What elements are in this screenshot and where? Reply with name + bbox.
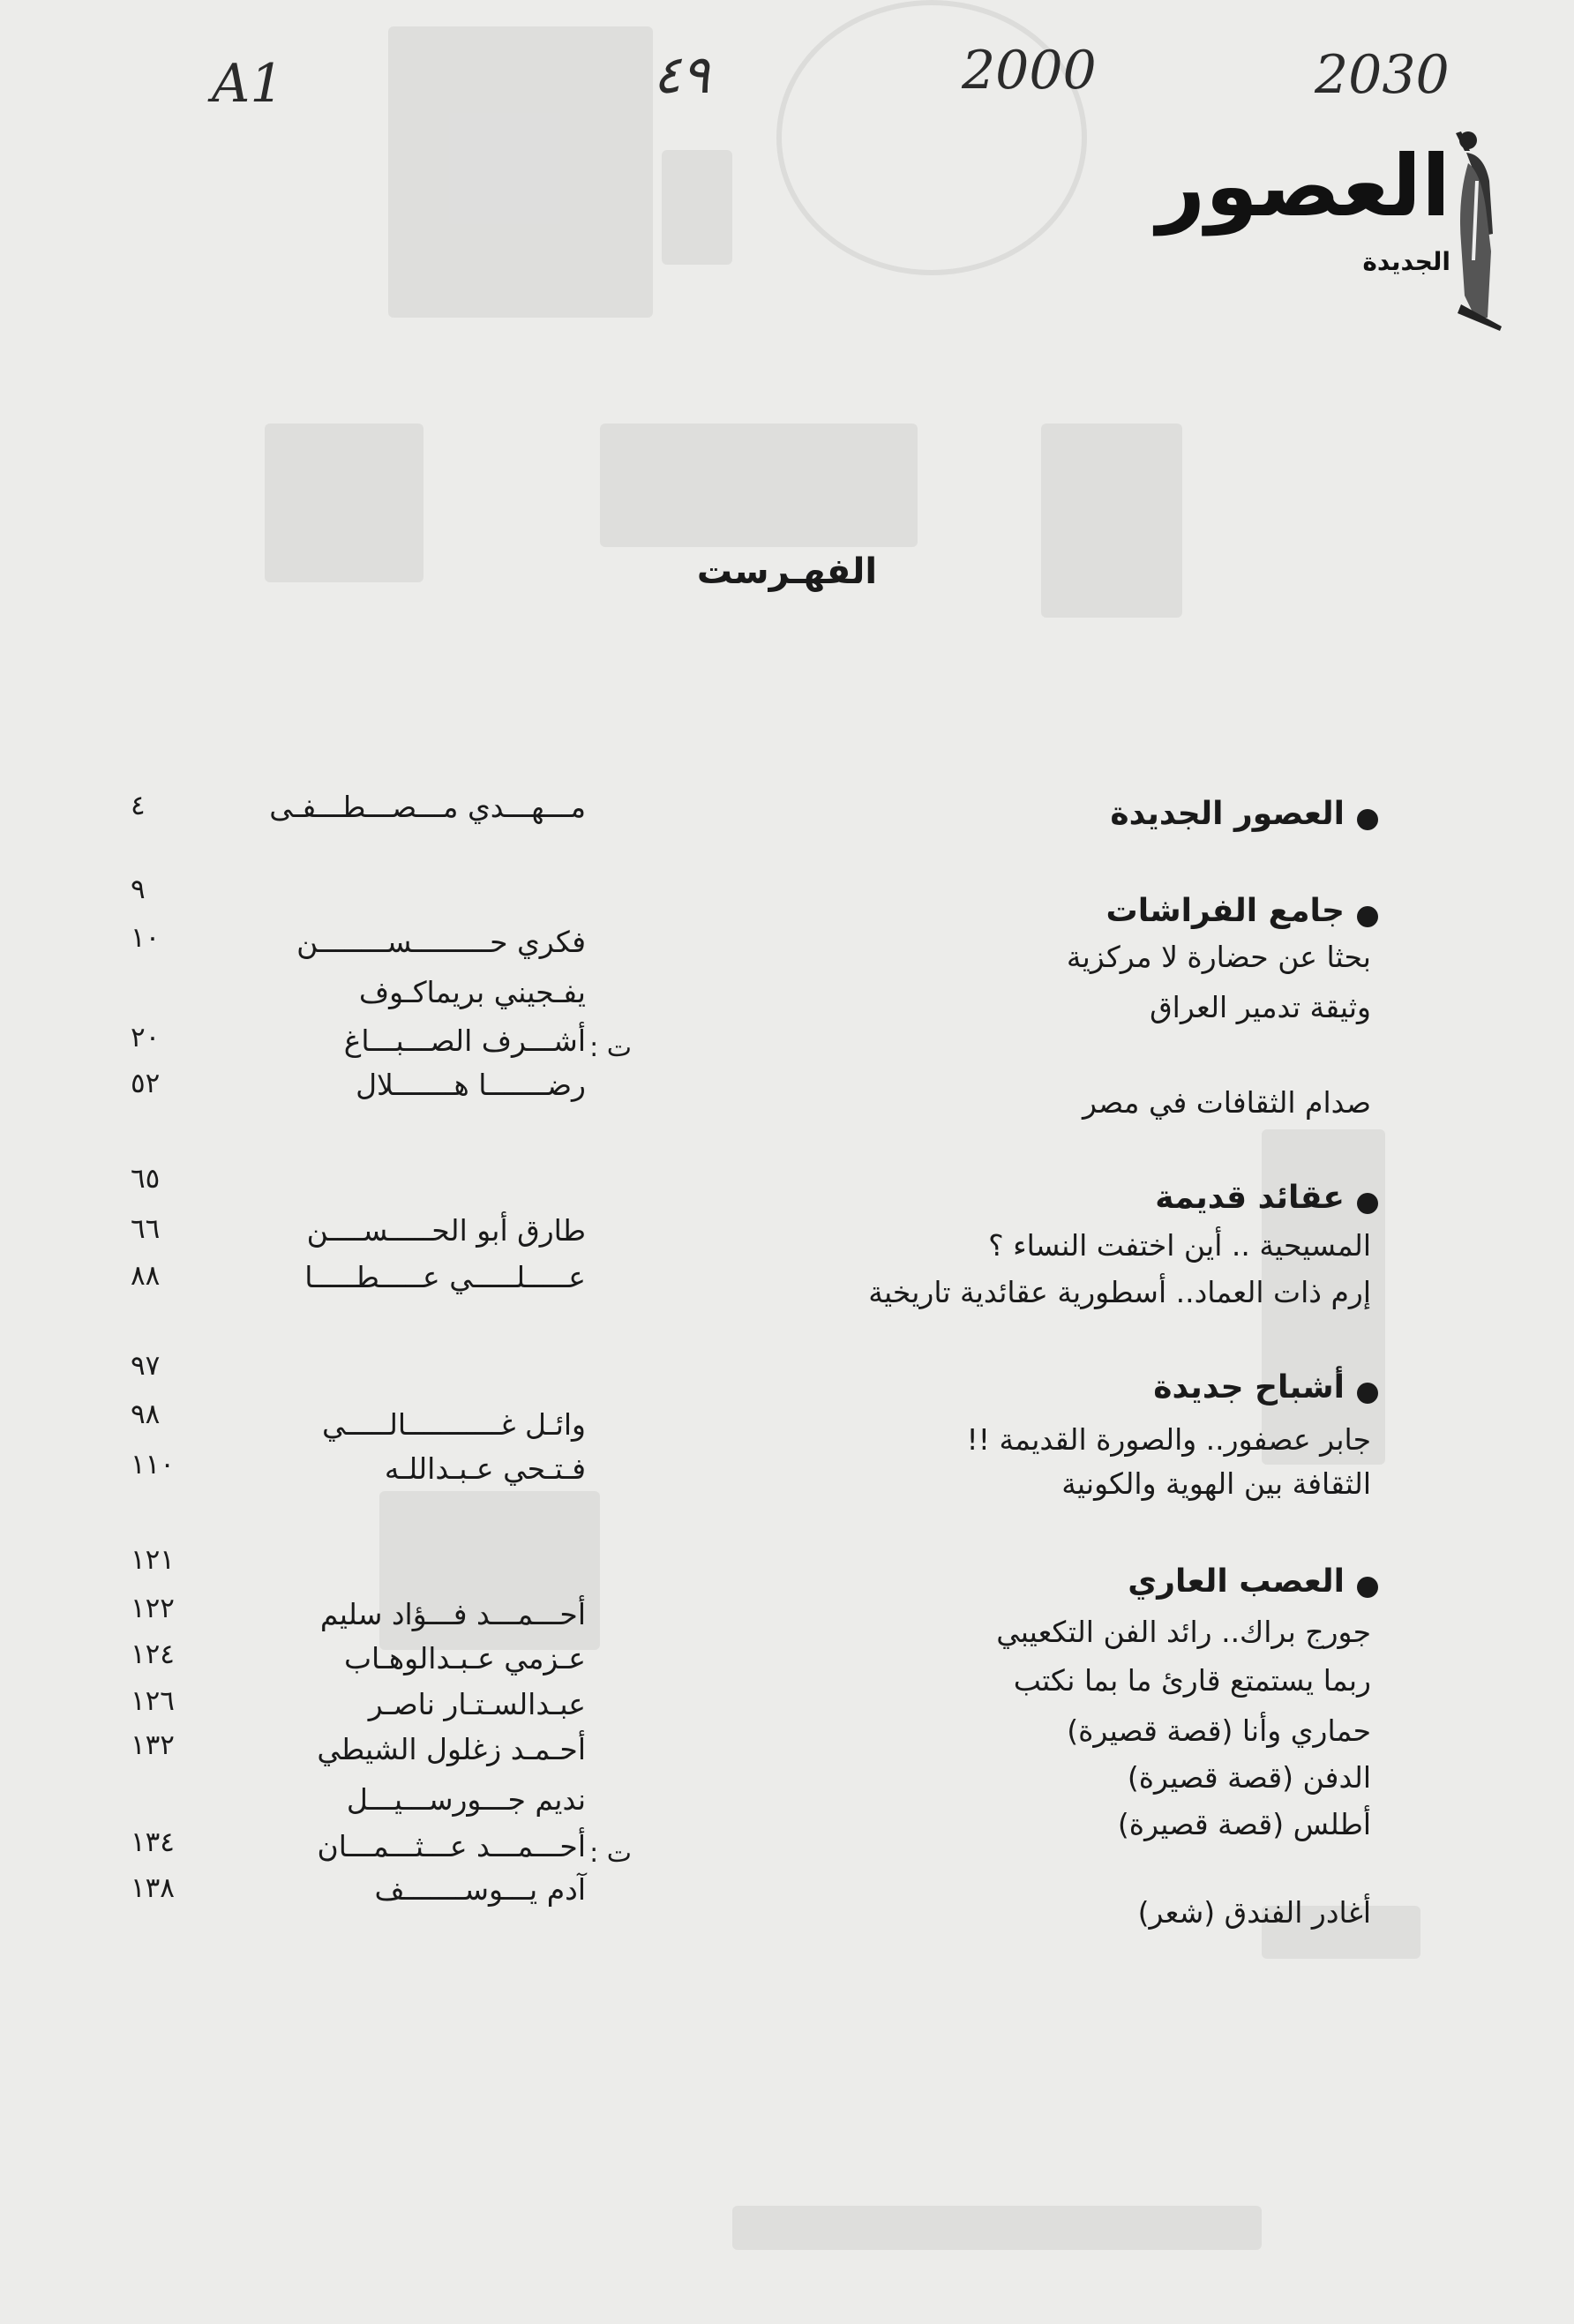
bleed-through-shape bbox=[600, 424, 918, 547]
toc-section-title: أشباح جديدة bbox=[1153, 1369, 1345, 1406]
handwritten-issue: ٤٩ bbox=[653, 44, 710, 106]
toc-article-title: المسيحية .. أين اختفت النساء ؟ bbox=[988, 1228, 1371, 1263]
toc-article-title: بحثا عن حضارة لا مركزية bbox=[1066, 940, 1371, 974]
toc-article-title: ربما يستمتع قارئ ما بما نكتب bbox=[1013, 1663, 1371, 1698]
logo-subtitle: الجديدة bbox=[1362, 247, 1450, 276]
toc-page-number: ١٢٢ bbox=[131, 1593, 175, 1624]
toc-article-title: جورج براك.. رائد الفن التكعيبي bbox=[996, 1615, 1371, 1649]
toc-section-title: العصب العاري bbox=[1128, 1563, 1345, 1600]
toc-author: عـــــلـــــي عـــــطـــــا bbox=[304, 1260, 586, 1294]
bleed-through-shape bbox=[732, 2206, 1262, 2250]
section-bullet bbox=[1357, 906, 1378, 927]
translator-prefix: ت : bbox=[589, 1838, 632, 1869]
toc-article-title: أغادر الفندق (شعر) bbox=[1137, 1895, 1371, 1930]
handwritten-year-a: 2000 bbox=[962, 40, 1097, 101]
translator-prefix: ت : bbox=[589, 1032, 632, 1063]
logo-title: العصور bbox=[1156, 137, 1450, 236]
toc-page-number: ٦٥ bbox=[131, 1163, 161, 1195]
toc-article-title: الثقافة بين الهوية والكونية bbox=[1061, 1466, 1371, 1501]
toc-author: عـزمي عـبـدالوهـاب bbox=[343, 1641, 586, 1676]
toc-author: أحـــمـــد عـــثـــمـــان bbox=[317, 1829, 586, 1863]
toc-page-number: ٨٨ bbox=[131, 1260, 161, 1292]
section-bullet bbox=[1357, 809, 1378, 830]
toc-page-number: ١٣٤ bbox=[131, 1826, 175, 1858]
toc-author: أحـمـد زغلول الشيطي bbox=[317, 1732, 586, 1766]
toc-article-title: إرم ذات العماد.. أسطورية عقائدية تاريخية bbox=[868, 1275, 1371, 1309]
toc-page-number: ١٠ bbox=[131, 922, 161, 954]
statue-figure-icon bbox=[1449, 128, 1510, 331]
section-bullet bbox=[1357, 1193, 1378, 1214]
bleed-through-shape bbox=[388, 26, 653, 318]
toc-section-title: جامع الفراشات bbox=[1106, 893, 1345, 929]
toc-page-number: ٥٢ bbox=[131, 1068, 161, 1099]
toc-article-title: جابر عصفور.. والصورة القديمة !! bbox=[966, 1422, 1371, 1457]
toc-author: نديم جـــورســـيـــل bbox=[346, 1782, 586, 1817]
bleed-through-shape bbox=[662, 150, 732, 265]
toc-author: أحـــمـــد فـــؤاد سليم bbox=[319, 1597, 586, 1631]
toc-article-title: الدفن (قصة قصيرة) bbox=[1127, 1760, 1371, 1795]
toc-author: آدم يـــوســـــــف bbox=[374, 1872, 586, 1907]
section-bullet bbox=[1357, 1383, 1378, 1404]
toc-author: مـــهـــدي مـــصـــطـــفـى bbox=[269, 790, 586, 824]
toc-page-number: ١٢٦ bbox=[131, 1685, 175, 1717]
toc-page-number: ٩ bbox=[131, 873, 146, 905]
toc-author: طارق أبو الحـــــســــن bbox=[306, 1213, 586, 1248]
toc-article-title: حماري وأنا (قصة قصيرة) bbox=[1067, 1713, 1371, 1748]
toc-author: أشـــرف الصـــبـــاغ bbox=[343, 1023, 586, 1058]
toc-page-number: ١١٠ bbox=[131, 1449, 175, 1481]
toc-section-title: عقائد قديمة bbox=[1155, 1180, 1345, 1216]
toc-page-number: ١٢٤ bbox=[131, 1638, 175, 1670]
toc-title: الفهـرست bbox=[696, 551, 878, 592]
toc-section-title: العصور الجديدة bbox=[1110, 796, 1345, 832]
toc-author: عبـدالسـتـار ناصـر bbox=[368, 1687, 586, 1721]
handwritten-year-b: 2030 bbox=[1315, 44, 1450, 106]
toc-page-number: ١٣٨ bbox=[131, 1872, 175, 1904]
handwritten-code: A1 bbox=[212, 53, 284, 115]
toc-author: وائـل غـــــــــــالـــــي bbox=[322, 1407, 586, 1442]
section-bullet bbox=[1357, 1577, 1378, 1598]
toc-author: يفـجيني بريماكـوف bbox=[358, 975, 586, 1009]
toc-page-number: ١٢١ bbox=[131, 1544, 175, 1576]
toc-page-number: ٩٨ bbox=[131, 1398, 161, 1430]
toc-page-number: ٩٧ bbox=[131, 1350, 161, 1382]
toc-article-title: أطلس (قصة قصيرة) bbox=[1117, 1807, 1371, 1841]
toc-page-number: ٢٠ bbox=[131, 1022, 161, 1053]
toc-article-title: صدام الثقافات في مصر bbox=[1082, 1085, 1371, 1120]
toc-article-title: وثيقة تدمير العراق bbox=[1150, 990, 1371, 1024]
toc-page-number: ٤ bbox=[131, 790, 146, 821]
toc-page-number: ٦٦ bbox=[131, 1213, 161, 1245]
toc-page-number: ١٣٢ bbox=[131, 1729, 175, 1761]
toc-author: فكري حـــــــــســــــــن bbox=[296, 925, 586, 959]
toc-author: رضـــــــا هـــــــلال bbox=[356, 1068, 586, 1102]
toc-author: فـتـحي عـبـداللـه bbox=[384, 1451, 586, 1486]
